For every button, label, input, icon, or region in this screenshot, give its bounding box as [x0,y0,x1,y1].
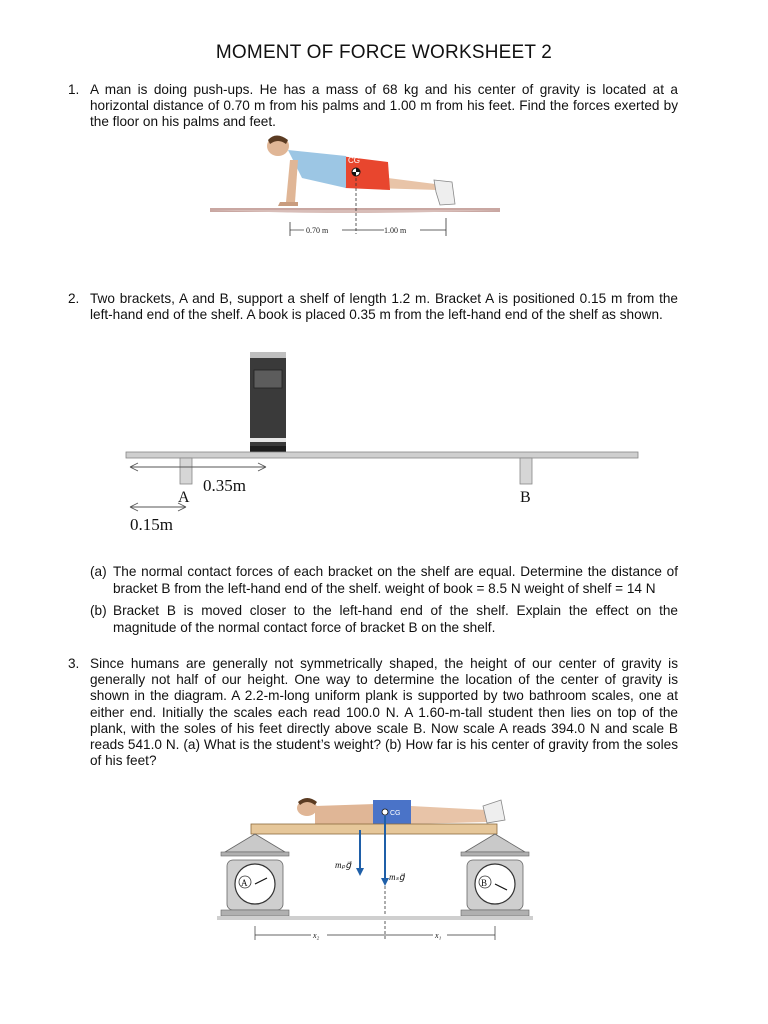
question-number: 1. [68,82,80,97]
distance-label-x2: x₂ [313,931,320,940]
bracket-label-a: A [178,489,190,506]
question-2-part-b [90,602,678,636]
part-text: Bracket B is moved closer to the left-hand end of the shelf. Explain the effect on the magnitude of the normal contact force of bracket B on the shelf. [113,603,678,636]
scale-label-b: B [481,878,488,888]
bracket-label-b: B [520,489,531,506]
part-text: The normal contact forces of each bracket on the shelf are equal. Determine the distance of bracket B from the left-hand end of the shelf. weight of book = 8.5 N weight of shelf = 14 N [113,564,678,597]
scale-a [221,834,289,916]
shelf-figure [120,350,650,540]
question-text: A man is doing push-ups. He has a mass of 68 kg and his center of gravity is located at a horizontal distance of 0.70 m from his palms and 1.00 m from his feet. Find the forces exerted by the floor on his palms and feet. [90,82,678,130]
question-2 [68,291,678,323]
cg-marker [352,168,360,176]
student-figure [297,798,505,824]
dimension-label-bracket-a: 0.15m [130,515,173,534]
distance-label-x1: x₁ [435,931,442,940]
student-weight-label: mₛg⃗ [389,872,405,882]
dimension-label-book: 0.35m [203,476,246,495]
question-1 [68,82,678,131]
question-text: Two brackets, A and B, support a shelf of length 1.2 m. Bracket A is positioned 0.15 m from the left-hand end of the shelf. A book is placed 0.35 m from the left-hand end of the shelf as shown. [90,291,678,323]
shelf [126,452,638,458]
dimension-label-feet: 1.00 m [384,226,407,235]
pushup-figure [200,132,510,242]
page-title: MOMENT OF FORCE WORKSHEET 2 [215,42,553,63]
bracket-b [520,458,532,484]
question-3 [68,656,678,769]
plank [251,824,497,834]
bracket-a [180,458,192,484]
part-label: (b) [90,603,107,618]
question-number: 3. [68,656,80,671]
scale-b [461,834,529,916]
cg-label: CG [348,156,360,165]
scale-label-a: A [241,878,248,888]
question-text: Since humans are generally not symmetrically shaped, the height of our center of gravity is generally not half of our height. One way to determine the location of the center of gravity is shown in the diagram. A 2.2-m-long uniform plank is supported by two bathroom scales, one at either end. Initially the scales each read 100.0 N. A 1.60-m-tall student then lies on top of the plank, with the soles of his feet directly above scale B. Now scale A reads 394.0 N and scale B reads 541.0 N. (a) What is the student’s weight? (b) How far is his center of gravity from the soles of his feet? [90,656,678,769]
book [250,352,286,452]
question-2-part-a [90,563,678,597]
plank-scales-figure [215,790,535,950]
part-label: (a) [90,564,107,579]
plank-weight-label: mₚg⃗ [335,860,352,870]
dimension-label-palms: 0.70 m [306,226,329,235]
question-number: 2. [68,291,80,306]
cg-label: CG [390,810,401,817]
